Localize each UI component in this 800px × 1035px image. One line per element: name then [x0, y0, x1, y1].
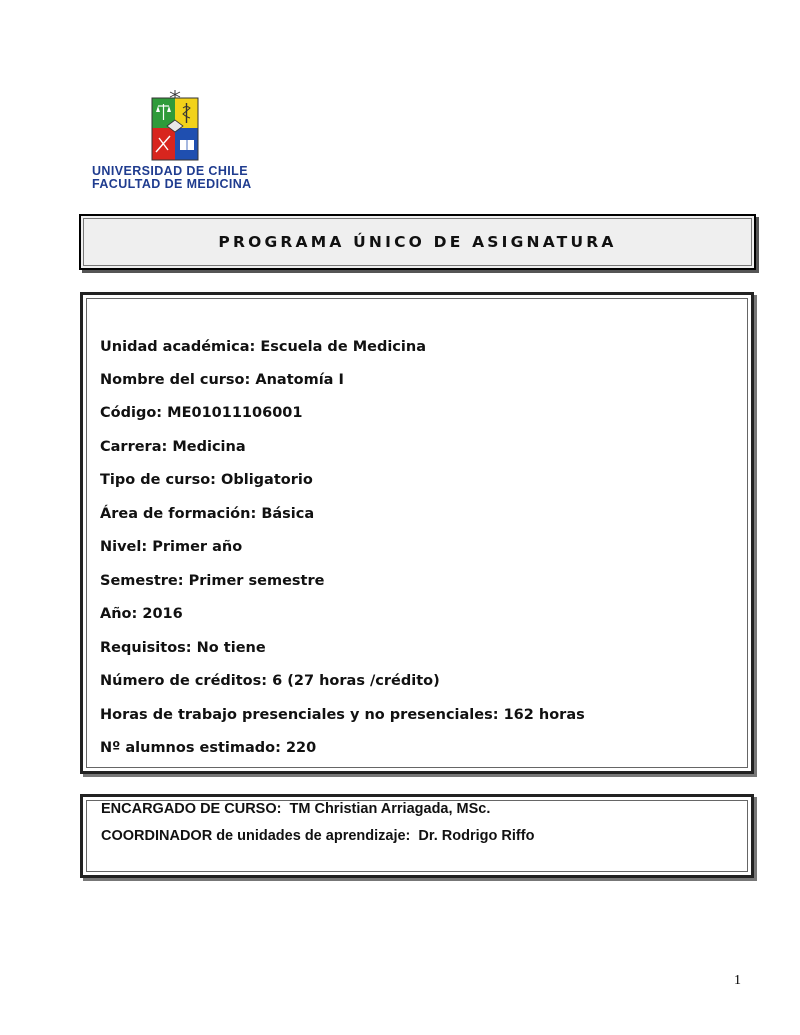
page-number: 1: [734, 973, 741, 988]
university-crest-icon: [150, 90, 200, 165]
field-requisitos: Requisitos: No tiene: [100, 640, 266, 656]
field-anio: Año: 2016: [100, 606, 183, 622]
field-nivel: Nivel: Primer año: [100, 539, 243, 555]
field-creditos: Número de créditos: 6 (27 horas /crédito): [100, 673, 440, 689]
encargado-curso: ENCARGADO DE CURSO: TM Christian Arriagada, MSc.: [101, 801, 491, 817]
university-label: UNIVERSIDAD DE CHILE: [92, 164, 248, 178]
field-nombre-curso: Nombre del curso: Anatomía I: [100, 372, 344, 388]
field-horas: Horas de trabajo presenciales y no presenciales: 162 horas: [100, 707, 585, 723]
coordinador-unidades: COORDINADOR de unidades de aprendizaje: Dr. Rodrigo Riffo: [101, 828, 535, 844]
field-area-formacion: Área de formación: Básica: [100, 506, 315, 522]
field-codigo: Código: ME01011106001: [100, 405, 303, 421]
title-box: [79, 214, 756, 270]
university-name: [92, 165, 252, 191]
field-unidad-academica: Unidad académica: Escuela de Medicina: [100, 339, 426, 355]
page-title: PROGRAMA ÚNICO DE ASIGNATURA: [218, 233, 617, 251]
course-staff-box: [80, 794, 754, 878]
field-tipo-curso: Tipo de curso: Obligatorio: [100, 472, 313, 488]
university-logo: [92, 90, 262, 195]
field-semestre: Semestre: Primer semestre: [100, 573, 325, 589]
field-carrera: Carrera: Medicina: [100, 439, 246, 455]
faculty-label: FACULTAD DE MEDICINA: [92, 177, 252, 191]
field-alumnos: Nº alumnos estimado: 220: [100, 740, 317, 756]
course-info-box: [80, 292, 754, 774]
